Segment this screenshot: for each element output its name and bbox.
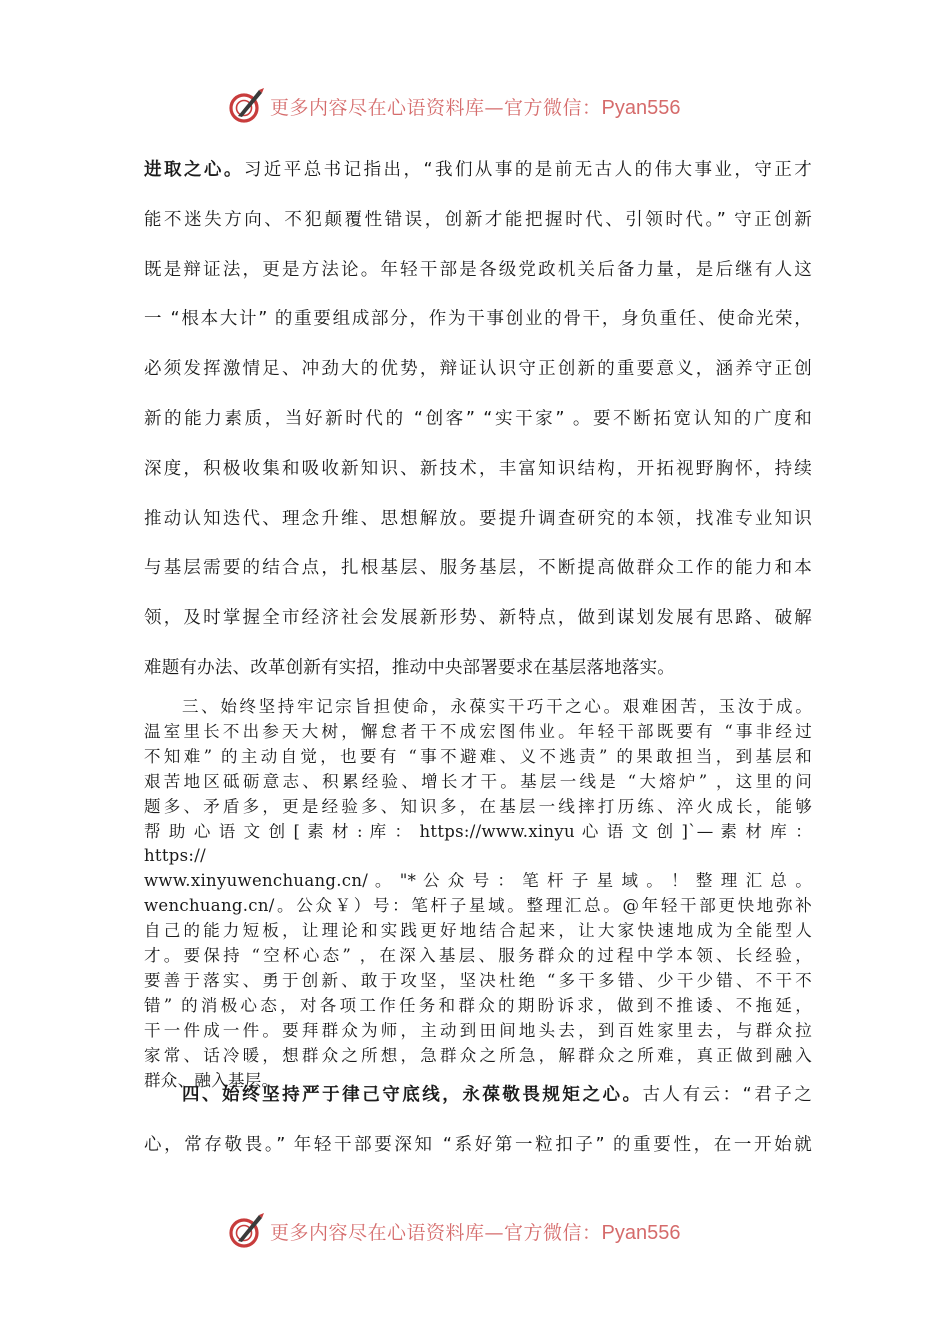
text-line: 要善于落实、勇于创新、敢于攻坚，坚决杜绝 “多干多错、少干少错、不干不 [144, 970, 812, 990]
text-line: 干一件成一件。要拜群众为师，主动到田间地头去，到百姓家里去，与群众拉 [144, 1020, 812, 1040]
text-line: 群众、融入基层。 [144, 1070, 279, 1090]
footer-watermark [0, 1209, 950, 1253]
text-line: 难题有办法、改革创新有实招，推动中央部署要求在基层落地落实。 [144, 657, 675, 678]
text-line: 深度，积极收集和吸收新知识、新技术，丰富知识结构，开拓视野胸怀，持续 [144, 458, 812, 479]
text-line: 四、始终坚持严于律己守底线，永葆敬畏规矩之心。古人有云：“君子之 [182, 1085, 812, 1105]
bold-heading: 四、始终坚持严于律己守底线，永葆敬畏规矩之心。 [182, 1085, 643, 1105]
text-line: www.xinyuwenchuang.cn/ 。 "* 公 众 号 ： 笔 杆 子 星 域 。 ！ 整 理 汇 总 。 [144, 871, 812, 891]
watermark-text: 更多内容尽在心语资料库—官方微信：Pyan556 [270, 96, 681, 119]
text-line: 帮 助 心 语 文 创 [ 素 材 : 库 ： https://www.xinyu 心 语 文 创 ]`— 素 材 库 ： https:// [144, 821, 812, 866]
text-line: 错” 的消极心态，对各项工作任务和群众的期盼诉求，做到不推诿、不拖延， [144, 995, 812, 1015]
text-line: 题多、矛盾多，更是经验多、知识多，在基层一线摔打历练、淬火成长，能够 [144, 796, 812, 816]
text-line: 心，常存敬畏。” 年轻干部要深知 “系好第一粒扣子” 的重要性，在一开始就 [144, 1134, 812, 1155]
text-line: 不知难” 的主动自觉，也要有 “事不避难、义不逃责” 的果敢担当，到基层和 [144, 746, 812, 766]
text-line: 必须发挥激情足、冲劲大的优势，辩证认识守正创新的重要意义，涵养守正创 [144, 359, 812, 380]
text-line: 一 “根本大计” 的重要组成部分，作为干事创业的骨干，身负重任、使命光荣， [144, 309, 812, 330]
quill-logo-icon [226, 1211, 266, 1251]
paragraph-2 [144, 695, 812, 1094]
text-line: 三、始终坚持牢记宗旨担使命，永葆实干巧干之心。艰难困苦，玉汝于成。 [182, 697, 812, 716]
text-line: 与基层需要的结合点，扎根基层、服务基层，不断提高做群众工作的能力和本 [144, 558, 812, 579]
wechat-id: Pyan556 [601, 96, 681, 119]
text-line: 进取之心。习近平总书记指出，“我们从事的是前无古人的伟大事业，守正才 [144, 160, 812, 180]
text-line: 艰苦地区砥砺意志、积累经验、增长才干。基层一线是 “大熔炉” ，这里的问 [144, 771, 812, 791]
text-line: 家常、话冷暖，想群众之所想，急群众之所急，解群众之所难，真正做到融入 [144, 1045, 812, 1065]
text-line: 既是辩证法，更是方法论。年轻干部是各级党政机关后备力量，是后继有人这 [144, 259, 812, 280]
paragraph-3 [144, 1071, 812, 1171]
wechat-id: Pyan556 [601, 1221, 681, 1244]
text-line: wenchuang.cn/。公众￥）号：笔杆子星域。整理汇总。@年轻干部更快地弥补 [144, 896, 812, 916]
paragraph-1 [144, 146, 812, 694]
bold-heading: 进取之心。 [144, 160, 244, 180]
quill-logo-icon [226, 86, 266, 126]
text-line: 推动认知迭代、理念升维、思想解放。要提升调查研究的本领，找准专业知识 [144, 508, 812, 529]
text-line: 温室里长不出参天大树，懈怠者干不成宏图伟业。年轻干部既要有 “事非经过 [144, 721, 812, 741]
text-line: 才。要保持 “空杯心态” ，在深入基层、服务群众的过程中学本领、长经验， [144, 946, 812, 966]
header-watermark [0, 84, 950, 128]
text-line: 自己的能力短板，让理论和实践更好地结合起来，让大家快速地成为全能型人 [144, 921, 812, 941]
text-line: 新的能力素质，当好新时代的 “创客” “实干家” 。要不断拓宽认知的广度和 [144, 408, 812, 429]
text-line: 领，及时掌握全市经济社会发展新形势、新特点，做到谋划发展有思路、破解 [144, 608, 812, 629]
text-line: 能不迷失方向、不犯颠覆性错误，创新才能把握时代、引领时代。” 守正创新 [144, 209, 812, 230]
watermark-text: 更多内容尽在心语资料库—官方微信：Pyan556 [270, 1221, 681, 1244]
